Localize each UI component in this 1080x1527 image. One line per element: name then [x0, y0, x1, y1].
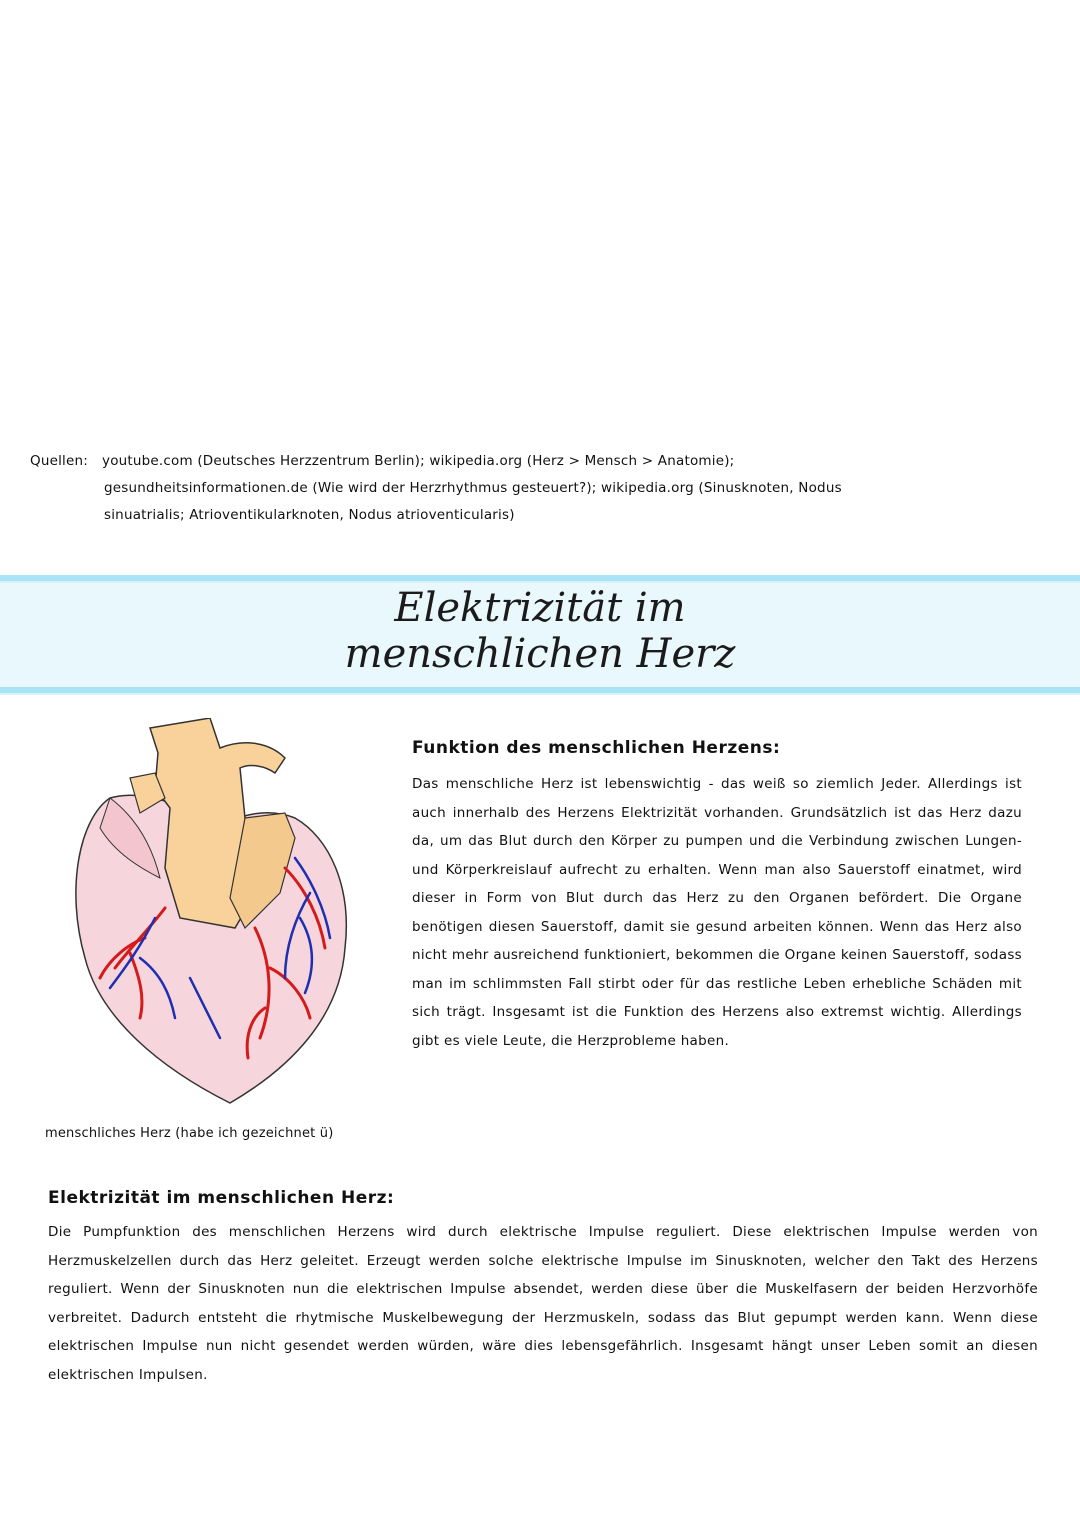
electricity-heading: Elektrizität im menschlichen Herz: [48, 1188, 395, 1208]
electricity-body: Die Pumpfunktion des menschlichen Herzens wird durch elektrische Impulse reguliert. Diese elektrischen Impulse werden von Herzmuskelzellen durch das Herz geleitet. Erzeugt werden solche elektrische Impulse im Sinusknoten, welcher den Takt des Herzens reguliert. Wenn der Sinusknoten nun die elektrischen Impulse absendet, werden diese über die Muskelfasern der beiden Herzvorhöfe verbreitet. Dadurch entsteht die rhytmische Muskelbewegung der Herzmuskeln, sodass das Blut gepumpt werden kann. Wenn diese elektrischen Impulse nun nicht gesendet werden würden, wäre dies lebensgefährlich. Insgesamt hängt unser Leben somit an diesen elektrischen Impulsen. [48, 1224, 1038, 1383]
page-title-line-2: menschlichen Herz [344, 631, 736, 677]
sources-line-1 [30, 448, 1050, 475]
sources-label: Quellen: [30, 453, 88, 469]
function-body: Das menschliche Herz ist lebenswichtig - das weiß so ziemlich Jeder. Allerdings ist auch innerhalb des Herzens Elektrizität vorhanden. Grundsätzlich ist das Herz dazu da, um das Blut durch den Körper zu pumpen und die Verbindung zwischen Lungen- und Körperkreislauf aufrecht zu erhalten. Wenn man also Sauerstoff einatmet, wird dieser in Form von Blut durch das Herz zu den Organen befördert. Die Organe benötigen diesen Sauerstoff, damit sie gesund arbeiten können. Wenn das Herz also nicht mehr ausreichend funktioniert, bekommen die Organe keinen Sauerstoff, sodass man im schlimmsten Fall stirbt oder für das restliche Leben erhebliche Schäden mit sich trägt. Insgesamt ist die Funktion des Herzens also extremst wichtig. Allerdings gibt es viele Leute, die Herzprobleme haben. [412, 776, 1022, 1049]
sources-block [30, 448, 1050, 529]
page-title [0, 585, 1080, 677]
sources-text-1: youtube.com (Deutsches Herzzentrum Berlin); wikipedia.org (Herz > Mensch > Anatomie); [102, 453, 735, 469]
sources-line-2: gesundheitsinformationen.de (Wie wird der Herzrhythmus gesteuert?); wikipedia.org (Sinusknoten, Nodus [104, 480, 842, 496]
function-heading: Funktion des menschlichen Herzens: [412, 738, 781, 758]
sources-line-3: sinuatrialis; Atrioventikularknoten, Nodus atrioventicularis) [104, 507, 515, 523]
figure-caption: menschliches Herz (habe ich gezeichnet ü) [45, 1126, 334, 1141]
heart-illustration [70, 718, 370, 1108]
heart-drawing [70, 718, 370, 1108]
page-title-line-1: Elektrizität im [394, 585, 686, 631]
